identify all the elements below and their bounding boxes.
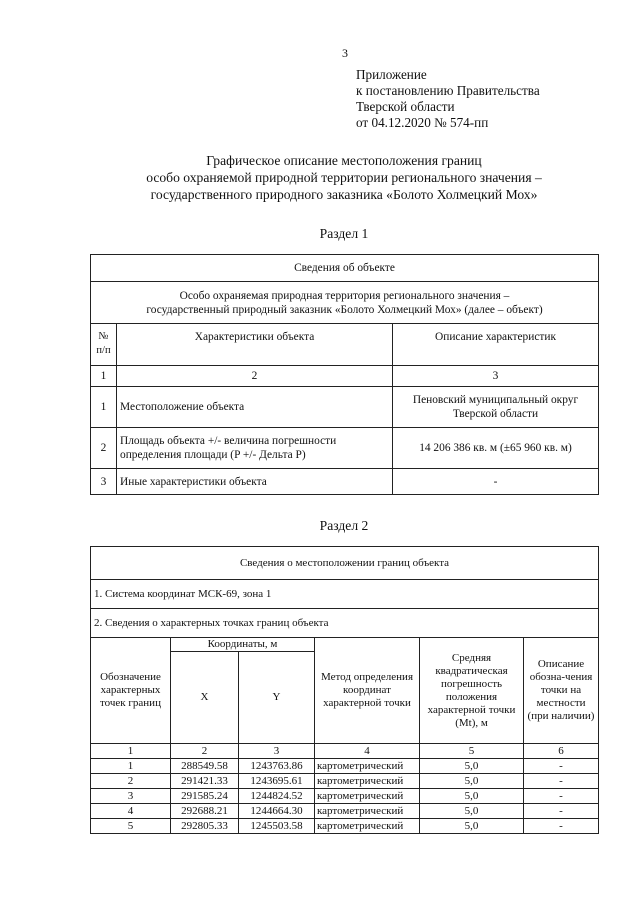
coordinate-system: 1. Система координат МСК-69, зона 1 — [91, 580, 599, 609]
col-header-description: Описание обозна-чения точки на местности (при наличии) — [524, 638, 599, 744]
row-characteristic: Иные характеристики объекта — [117, 469, 393, 495]
point-description: - — [524, 804, 599, 819]
row-number: 2 — [91, 428, 117, 469]
table-row — [91, 469, 599, 495]
points-title: 2. Сведения о характерных точках границ объекта — [91, 609, 599, 638]
col-header-num: № п/п — [91, 324, 117, 366]
col-header-designation: Обозначение характерных точек границ — [91, 638, 171, 744]
point-x: 292688.21 — [171, 804, 239, 819]
point-y: 1244664.30 — [239, 804, 315, 819]
row-number: 3 — [91, 469, 117, 495]
point-y: 1245503.58 — [239, 819, 315, 834]
col-header-char: Характеристики объекта — [117, 324, 393, 366]
table-title: Сведения об объекте — [91, 255, 599, 282]
row-number: 1 — [91, 387, 117, 428]
table-row — [91, 759, 599, 774]
point-y: 1243695.61 — [239, 774, 315, 789]
point-y: 1244824.52 — [239, 789, 315, 804]
appendix-block — [356, 67, 540, 131]
col-index: 2 — [117, 366, 393, 387]
point-error: 5,0 — [420, 774, 524, 789]
table-row — [91, 804, 599, 819]
appendix-line: от 04.12.2020 № 574-пп — [356, 115, 489, 130]
point-description: - — [524, 789, 599, 804]
table-row — [91, 387, 599, 428]
table-row — [91, 789, 599, 804]
row-value: - — [393, 469, 599, 495]
point-method: картометрический — [315, 819, 420, 834]
point-method: картометрический — [315, 804, 420, 819]
row-characteristic: Площадь объекта +/- величина погрешности определения площади (P +/- Дельта P) — [117, 428, 393, 469]
point-number: 5 — [91, 819, 171, 834]
table-row — [91, 819, 599, 834]
col-header-x: X — [171, 652, 239, 744]
point-description: - — [524, 774, 599, 789]
document-title — [90, 152, 598, 203]
point-error: 5,0 — [420, 804, 524, 819]
point-number: 4 — [91, 804, 171, 819]
row-characteristic: Местоположение объекта — [117, 387, 393, 428]
boundary-table — [90, 546, 599, 834]
table-row — [91, 774, 599, 789]
point-y: 1243763.86 — [239, 759, 315, 774]
point-error: 5,0 — [420, 819, 524, 834]
col-header-desc: Описание характеристик — [393, 324, 599, 366]
point-description: - — [524, 759, 599, 774]
col-index: 6 — [524, 744, 599, 759]
object-name-line: Особо охраняемая природная территория регионального значения – — [179, 289, 510, 302]
point-x: 291421.33 — [171, 774, 239, 789]
col-index: 1 — [91, 744, 171, 759]
col-index: 5 — [420, 744, 524, 759]
col-header-method: Метод определения координат характерной точки — [315, 638, 420, 744]
point-number: 2 — [91, 774, 171, 789]
col-index: 3 — [393, 366, 599, 387]
col-header-error: Средняя квадратическая погрешность положения характерной точки (Mt), м — [420, 638, 524, 744]
point-number: 3 — [91, 789, 171, 804]
point-x: 291585.24 — [171, 789, 239, 804]
title-line: особо охраняемой природной территории регионального значения – — [146, 170, 542, 185]
appendix-line: Тверской области — [356, 99, 455, 114]
title-line: Графическое описание местоположения границ — [206, 153, 482, 168]
col-index: 3 — [239, 744, 315, 759]
object-name — [91, 282, 599, 324]
table-title: Сведения о местоположении границ объекта — [91, 547, 599, 580]
object-info-table — [90, 254, 599, 495]
point-x: 292805.33 — [171, 819, 239, 834]
point-method: картометрический — [315, 759, 420, 774]
appendix-line: Приложение — [356, 67, 427, 82]
row-value: Пеновский муниципальный округ Тверской области — [393, 387, 599, 428]
col-index: 1 — [91, 366, 117, 387]
point-description: - — [524, 819, 599, 834]
point-error: 5,0 — [420, 789, 524, 804]
page-number: 3 — [342, 46, 348, 60]
title-line: государственного природного заказника «Болото Холмецкий Мох» — [150, 187, 538, 202]
section1-heading: Раздел 1 — [319, 226, 369, 241]
point-number: 1 — [91, 759, 171, 774]
point-method: картометрический — [315, 789, 420, 804]
col-header-coords: Координаты, м — [171, 638, 315, 652]
col-index: 4 — [315, 744, 420, 759]
point-error: 5,0 — [420, 759, 524, 774]
section2-heading: Раздел 2 — [319, 518, 369, 533]
appendix-line: к постановлению Правительства — [356, 83, 540, 98]
col-header-y: Y — [239, 652, 315, 744]
point-method: картометрический — [315, 774, 420, 789]
col-index: 2 — [171, 744, 239, 759]
point-x: 288549.58 — [171, 759, 239, 774]
table-row — [91, 428, 599, 469]
row-value: 14 206 386 кв. м (±65 960 кв. м) — [393, 428, 599, 469]
object-name-line: государственный природный заказник «Болото Холмецкий Мох» (далее – объект) — [146, 303, 543, 316]
